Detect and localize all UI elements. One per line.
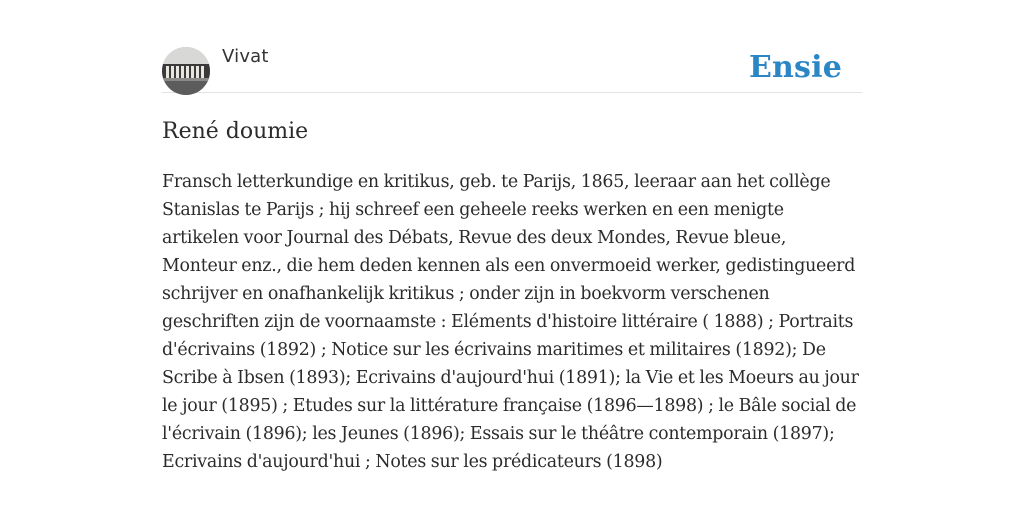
article-body: Fransch letterkundige en kritikus, geb. te Parijs, 1865, leeraar aan het collège Stanislas te Parijs ; hij schreef een geheele reeks werken en een menigte artikelen voor Journal des Débats, Revue des deux Mondes, Revue bleue, Monteur enz., die hem deden kennen als een onvermoeid werker, gedistingueerd schrijver en onafhankelijk kritikus ; onder zijn in boekvorm verschenen geschriften zijn de voornaamste : Eléments d'histoire littéraire ( 1888) ; Portraits d'écrivains (1892) ; Notice sur les écrivains maritimes et militaires (1892); De Scribe à Ibsen (1893); Ecrivains d'aujourd'hui (1891); la Vie et les Moeurs au jour le jour (1895) ; Etudes sur la littérature française (1896—1898) ; le Bâle social de l'écrivain (1896); les Jeunes (1896); Essais sur le théâtre contemporain (1897); Ecrivains d'aujourd'hui ; Notes sur les prédicateurs (1898) (162, 172, 859, 472)
typewriter-icon[interactable] (162, 47, 210, 95)
article-title: René doumie (162, 119, 309, 144)
article-header (162, 46, 862, 93)
source-name[interactable]: Vivat (222, 46, 269, 67)
article-card (162, 46, 862, 476)
brand-logo[interactable]: Ensie (748, 50, 842, 85)
